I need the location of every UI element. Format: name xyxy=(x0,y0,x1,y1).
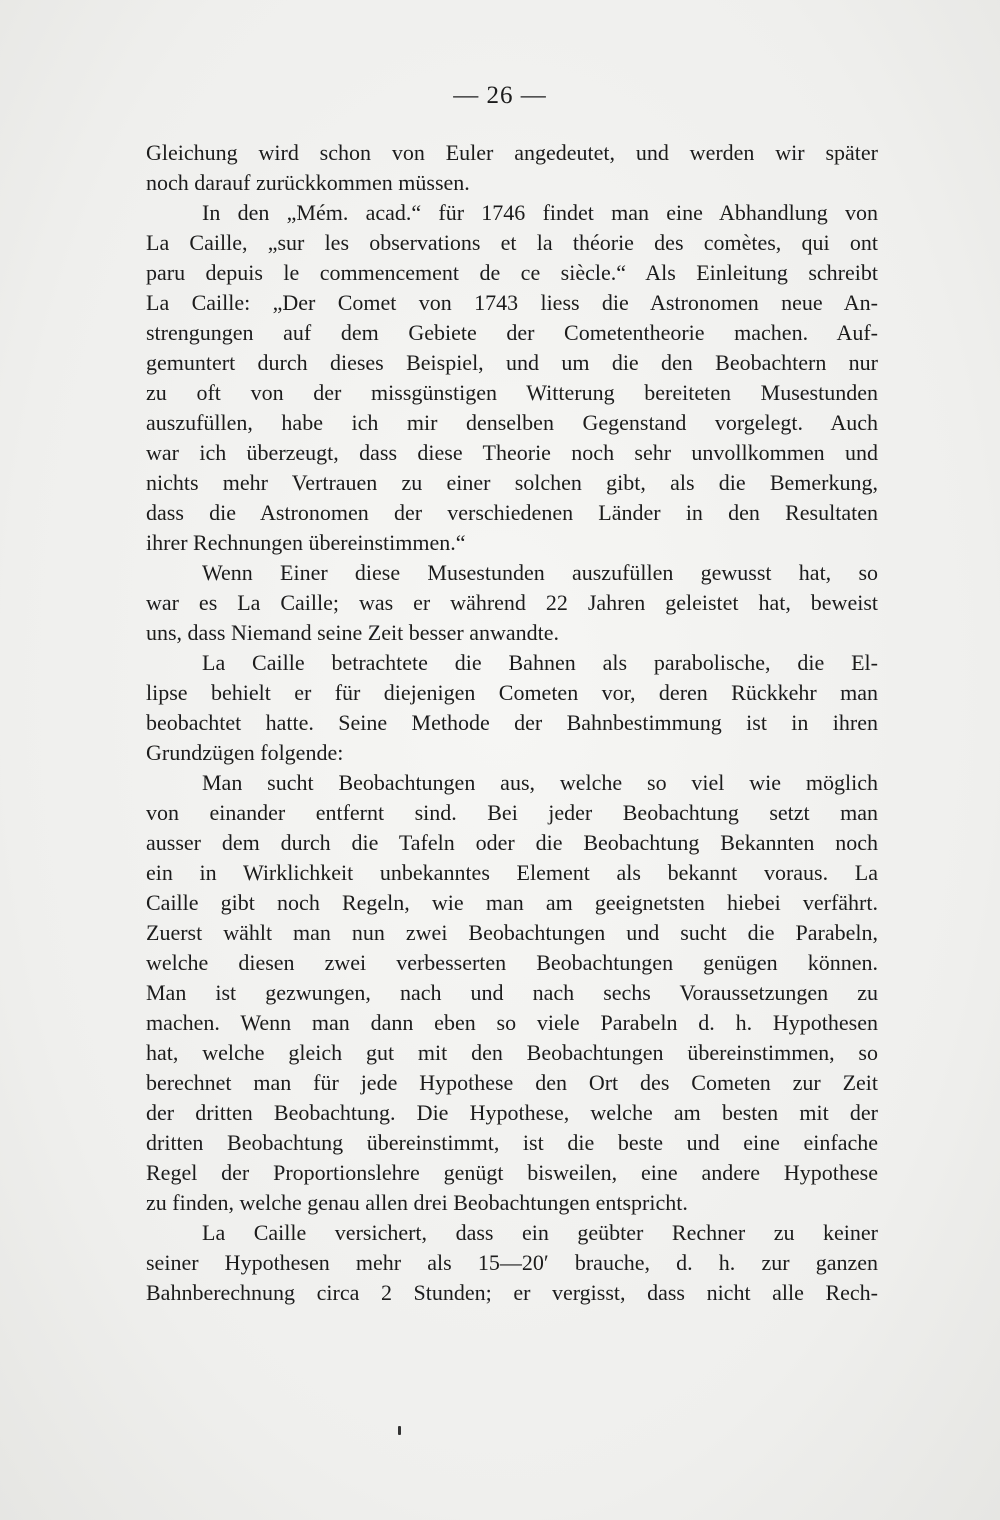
text-line: seiner Hypothesen mehr als 15—20′ brauche, d. h. zur ganzen xyxy=(146,1250,878,1275)
text-line: Zuerst wählt man nun zwei Beobachtungen und sucht die Parabeln, xyxy=(146,920,878,945)
text-line: La Caille: „Der Comet von 1743 liess die Astronomen neue An- xyxy=(146,290,878,315)
text-line: zu oft von der missgünstigen Witterung bereiteten Musestunden xyxy=(146,380,878,405)
body-text xyxy=(146,138,878,1308)
text-line: von einander entfernt sind. Bei jeder Beobachtung setzt man xyxy=(146,800,878,825)
text-line: machen. Wenn man dann eben so viele Parabeln d. h. Hypothesen xyxy=(146,1010,878,1035)
text-line: beobachtet hatte. Seine Methode der Bahnbestimmung ist in ihren xyxy=(146,710,878,735)
text-line: La Caille, „sur les observations et la théorie des comètes, qui ont xyxy=(146,230,878,255)
text-line: In den „Mém. acad.“ für 1746 findet man eine Abhandlung von xyxy=(202,200,878,225)
text-line: ausser dem durch die Tafeln oder die Beobachtung Bekannten noch xyxy=(146,830,878,855)
text-line: Regel der Proportionslehre genügt bisweilen, eine andere Hypothese xyxy=(146,1160,878,1185)
text-line: ihrer Rechnungen übereinstimmen.“ xyxy=(146,530,466,555)
text-line: war es La Caille; was er während 22 Jahren geleistet hat, beweist xyxy=(146,590,878,615)
text-line: Bahnberechnung circa 2 Stunden; er vergisst, dass nicht alle Rech- xyxy=(146,1280,878,1305)
text-line: La Caille versichert, dass ein geübter Rechner zu keiner xyxy=(202,1220,878,1245)
text-line: Grundzügen folgende: xyxy=(146,740,344,765)
text-line: berechnet man für jede Hypothese den Ort des Cometen zur Zeit xyxy=(146,1070,878,1095)
text-line: dritten Beobachtung übereinstimmt, ist die beste und eine einfache xyxy=(146,1130,878,1155)
text-line: Gleichung wird schon von Euler angedeutet, und werden wir später xyxy=(146,140,878,165)
text-line: Wenn Einer diese Musestunden auszufüllen gewusst hat, so xyxy=(202,560,878,585)
text-line: Man sucht Beobachtungen aus, welche so viel wie möglich xyxy=(202,770,878,795)
text-line: strengungen auf dem Gebiete der Cometentheorie machen. Auf- xyxy=(146,320,878,345)
text-line: nichts mehr Vertrauen zu einer solchen gibt, als die Bemerkung, xyxy=(146,470,878,495)
page-number: — 26 — xyxy=(453,82,547,109)
text-line: war ich überzeugt, dass diese Theorie noch sehr unvollkommen und xyxy=(146,440,878,465)
text-line: Caille gibt noch Regeln, wie man am geeignetsten hiebei verfährt. xyxy=(146,890,878,915)
text-line: der dritten Beobachtung. Die Hypothese, welche am besten mit der xyxy=(146,1100,878,1125)
text-line: paru depuis le commencement de ce siècle.“ Als Einleitung schreibt xyxy=(146,260,878,285)
text-line: dass die Astronomen der verschiedenen Länder in den Resultaten xyxy=(146,500,878,525)
ink-speck xyxy=(398,1426,401,1435)
text-line: auszufüllen, habe ich mir denselben Gegenstand vorgelegt. Auch xyxy=(146,410,878,435)
text-line: La Caille betrachtete die Bahnen als parabolische, die El- xyxy=(202,650,878,675)
text-line: zu finden, welche genau allen drei Beobachtungen entspricht. xyxy=(146,1190,688,1215)
text-line: noch darauf zurückkommen müssen. xyxy=(146,170,470,195)
text-line: welche diesen zwei verbesserten Beobachtungen genügen können. xyxy=(146,950,878,975)
text-line: uns, dass Niemand seine Zeit besser anwandte. xyxy=(146,620,559,645)
text-line: hat, welche gleich gut mit den Beobachtungen übereinstimmen, so xyxy=(146,1040,878,1065)
text-line: Man ist gezwungen, nach und nach sechs Voraussetzungen zu xyxy=(146,980,878,1005)
text-line: ein in Wirklichkeit unbekanntes Element als bekannt voraus. La xyxy=(146,860,878,885)
text-line: lipse behielt er für diejenigen Cometen vor, deren Rückkehr man xyxy=(146,680,878,705)
text-line: gemuntert durch dieses Beispiel, und um die den Beobachtern nur xyxy=(146,350,878,375)
